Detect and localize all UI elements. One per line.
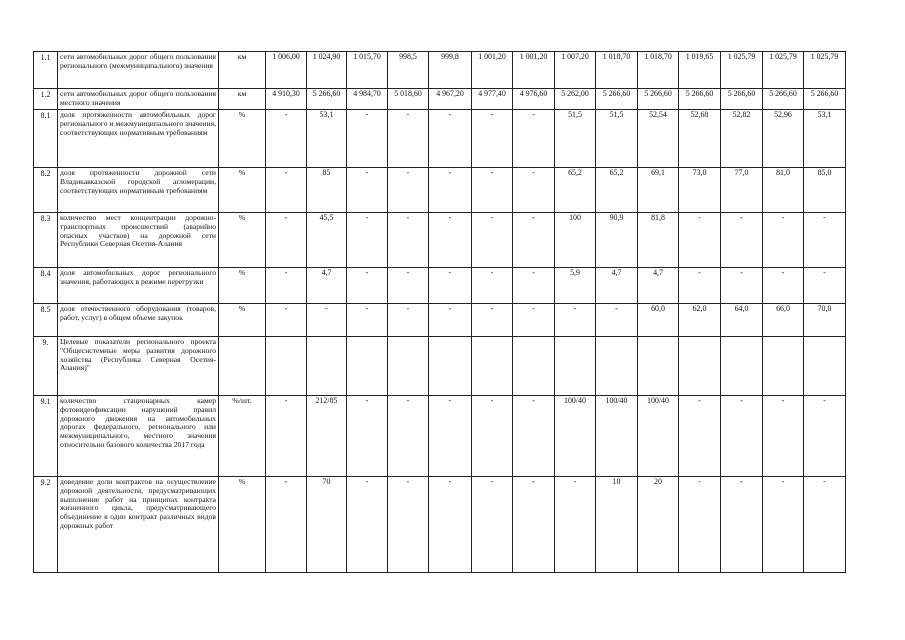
row-number: 8.4 [34, 268, 58, 304]
value-cell [266, 337, 307, 396]
value-cell: 4,7 [638, 268, 679, 304]
unit-cell: %/шт. [219, 396, 266, 477]
value-cell: - [472, 168, 513, 213]
value-cell: 4,7 [307, 268, 347, 304]
indicator-name: доля отечественного оборудования (товаров, работ, услуг) в общем объеме закупок [58, 304, 219, 337]
value-cell: 1 007,20 [555, 52, 596, 89]
value-cell: 53,1 [307, 110, 347, 168]
value-cell: 52,68 [679, 110, 721, 168]
value-cell: 1 019,65 [679, 52, 721, 89]
value-cell: 51,5 [596, 110, 638, 168]
row-number: 1.2 [34, 89, 58, 110]
table-row [34, 304, 846, 337]
table-row [34, 213, 846, 268]
value-cell: 5 266,60 [763, 89, 804, 110]
value-cell: - [679, 396, 721, 477]
value-cell: - [804, 213, 846, 268]
value-cell: 77,0 [721, 168, 763, 213]
value-cell: 45,5 [307, 213, 347, 268]
value-cell: - [388, 168, 429, 213]
value-cell: - [472, 396, 513, 477]
value-cell: - [347, 213, 388, 268]
value-cell: 52,96 [763, 110, 804, 168]
indicator-name: количество мест концентрации дорожно-транспортных происшествий (аварийно опасных участков) на дорожной сети Республики Северная Осетия-Алания [58, 213, 219, 268]
value-cell [679, 337, 721, 396]
table-row [34, 110, 846, 168]
value-cell: - [679, 213, 721, 268]
value-cell: - [513, 213, 555, 268]
value-cell: 1 018,70 [638, 52, 679, 89]
value-cell: - [804, 477, 846, 573]
value-cell: - [266, 110, 307, 168]
value-cell: 85 [307, 168, 347, 213]
value-cell: 73,0 [679, 168, 721, 213]
value-cell: 100/40 [638, 396, 679, 477]
value-cell: 62,0 [679, 304, 721, 337]
value-cell [721, 337, 763, 396]
indicators-table [33, 51, 846, 573]
value-cell [638, 337, 679, 396]
indicator-name: Целевые показатели регионального проекта "Общесистемные меры развития дорожного хозяйства (Республика Северная Осетия-Алания)" [58, 337, 219, 396]
value-cell: 4 976,60 [513, 89, 555, 110]
value-cell: 5 266,60 [804, 89, 846, 110]
row-number: 8.1 [34, 110, 58, 168]
unit-cell [219, 337, 266, 396]
value-cell: 100/40 [596, 396, 638, 477]
unit-cell: % [219, 213, 266, 268]
value-cell: 64,0 [721, 304, 763, 337]
value-cell: 5,9 [555, 268, 596, 304]
value-cell: - [513, 110, 555, 168]
value-cell: - [721, 396, 763, 477]
row-number: 9.1 [34, 396, 58, 477]
row-number: 1.1 [34, 52, 58, 89]
value-cell: 20 [638, 477, 679, 573]
value-cell: 1 025,79 [721, 52, 763, 89]
value-cell: 999,8 [429, 52, 472, 89]
value-cell: 1 018,70 [596, 52, 638, 89]
value-cell: 5 266,60 [638, 89, 679, 110]
value-cell: - [472, 477, 513, 573]
value-cell: 4 967,20 [429, 89, 472, 110]
value-cell: - [388, 396, 429, 477]
indicator-name: доведение доли контрактов на осуществление дорожной деятельности, предусматривающих выполнение работ на принципах контракта жизненного цикла, предусматривающего объединение в один контракт различных видов дорожных работ [58, 477, 219, 573]
indicator-name: количество стационарных камер фотовидеофиксации нарушений правил дорожного движения на автомобильных дорогах федерального, регионального или межмуниципального, местного значения относительно базового количества 2017 года [58, 396, 219, 477]
value-cell: - [472, 304, 513, 337]
value-cell: - [307, 304, 347, 337]
value-cell [596, 337, 638, 396]
unit-cell: км [219, 89, 266, 110]
value-cell: 70 [307, 477, 347, 573]
value-cell: 69,1 [638, 168, 679, 213]
value-cell: 65,2 [596, 168, 638, 213]
value-cell: 5 266,60 [307, 89, 347, 110]
value-cell: - [347, 304, 388, 337]
value-cell: 1 001,20 [472, 52, 513, 89]
value-cell: 1 025,79 [804, 52, 846, 89]
value-cell: 52,54 [638, 110, 679, 168]
unit-cell: % [219, 168, 266, 213]
value-cell: 1 024,90 [307, 52, 347, 89]
value-cell: 5 262,00 [555, 89, 596, 110]
value-cell [347, 337, 388, 396]
indicator-name: доля протяженности дорожной сети Владикавказской городской агломерации, соответствующих нормативным требованиям [58, 168, 219, 213]
value-cell: - [388, 213, 429, 268]
indicator-name: доля автомобильных дорог регионального значения, работающих в режиме перегрузки [58, 268, 219, 304]
unit-cell: % [219, 477, 266, 573]
value-cell [804, 337, 846, 396]
value-cell: - [763, 396, 804, 477]
value-cell [513, 337, 555, 396]
value-cell: - [763, 268, 804, 304]
value-cell: - [347, 110, 388, 168]
value-cell: 52,82 [721, 110, 763, 168]
value-cell: - [763, 213, 804, 268]
value-cell [555, 337, 596, 396]
value-cell: 1 015,70 [347, 52, 388, 89]
value-cell: - [513, 477, 555, 573]
value-cell: 4 910,30 [266, 89, 307, 110]
indicator-name: сети автомобильных дорог общего пользования местного значения [58, 89, 219, 110]
value-cell: 53,1 [804, 110, 846, 168]
value-cell: - [679, 268, 721, 304]
table-row [34, 168, 846, 213]
value-cell [429, 337, 472, 396]
value-cell: - [388, 268, 429, 304]
value-cell: - [429, 168, 472, 213]
value-cell: 5 266,60 [721, 89, 763, 110]
value-cell: 5 266,60 [679, 89, 721, 110]
value-cell: - [429, 110, 472, 168]
value-cell: 1 001,20 [513, 52, 555, 89]
value-cell: - [472, 213, 513, 268]
value-cell: - [555, 304, 596, 337]
unit-cell: % [219, 268, 266, 304]
value-cell: 66,0 [763, 304, 804, 337]
value-cell: - [513, 268, 555, 304]
value-cell: - [266, 396, 307, 477]
table-row [34, 52, 846, 89]
value-cell: - [429, 477, 472, 573]
value-cell: 4 977,40 [472, 89, 513, 110]
value-cell: - [429, 304, 472, 337]
value-cell: 90,9 [596, 213, 638, 268]
value-cell: 1 025,79 [763, 52, 804, 89]
unit-cell: % [219, 110, 266, 168]
row-number: 8.3 [34, 213, 58, 268]
value-cell: 85,0 [804, 168, 846, 213]
value-cell: 81,8 [638, 213, 679, 268]
value-cell: - [429, 396, 472, 477]
value-cell: - [429, 268, 472, 304]
value-cell: 100/40 [555, 396, 596, 477]
unit-cell: км [219, 52, 266, 89]
value-cell [472, 337, 513, 396]
value-cell: 70,0 [804, 304, 846, 337]
value-cell: 4 984,70 [347, 89, 388, 110]
value-cell: - [721, 213, 763, 268]
value-cell: - [513, 304, 555, 337]
value-cell: - [266, 477, 307, 573]
value-cell: - [804, 268, 846, 304]
row-number: 9. [34, 337, 58, 396]
row-number: 8.5 [34, 304, 58, 337]
value-cell [388, 337, 429, 396]
value-cell: 10 [596, 477, 638, 573]
value-cell: - [388, 304, 429, 337]
value-cell: 998,5 [388, 52, 429, 89]
value-cell: - [472, 268, 513, 304]
value-cell: - [679, 477, 721, 573]
value-cell: 81,0 [763, 168, 804, 213]
value-cell: - [388, 110, 429, 168]
value-cell: - [804, 396, 846, 477]
table-row [34, 337, 846, 396]
value-cell: - [555, 477, 596, 573]
unit-cell: % [219, 304, 266, 337]
table-row [34, 268, 846, 304]
table-row [34, 89, 846, 110]
value-cell: - [721, 268, 763, 304]
value-cell: - [763, 477, 804, 573]
indicator-name: сети автомобильных дорог общего пользования регионального (межмуниципального) значения [58, 52, 219, 89]
row-number: 8.2 [34, 168, 58, 213]
value-cell: 5 266,60 [596, 89, 638, 110]
value-cell: 60,0 [638, 304, 679, 337]
value-cell: 100 [555, 213, 596, 268]
value-cell: - [472, 110, 513, 168]
table-row [34, 396, 846, 477]
value-cell: - [347, 168, 388, 213]
value-cell: - [266, 213, 307, 268]
value-cell: 5 018,60 [388, 89, 429, 110]
value-cell: - [513, 168, 555, 213]
value-cell: - [266, 304, 307, 337]
value-cell: 212/85 [307, 396, 347, 477]
value-cell: - [266, 168, 307, 213]
value-cell: 51,5 [555, 110, 596, 168]
value-cell: - [347, 396, 388, 477]
value-cell: 4,7 [596, 268, 638, 304]
value-cell: - [429, 213, 472, 268]
value-cell: 65,2 [555, 168, 596, 213]
value-cell: - [721, 477, 763, 573]
row-number: 9.2 [34, 477, 58, 573]
value-cell: - [596, 304, 638, 337]
value-cell: - [513, 396, 555, 477]
value-cell [763, 337, 804, 396]
value-cell: 1 006,00 [266, 52, 307, 89]
value-cell: - [388, 477, 429, 573]
indicator-name: доля протяженности автомобильных дорог регионального и межмуниципального значения, соответствующих нормативным требованиям [58, 110, 219, 168]
value-cell: - [347, 477, 388, 573]
value-cell: - [266, 268, 307, 304]
table-row [34, 477, 846, 573]
value-cell: - [347, 268, 388, 304]
value-cell [307, 337, 347, 396]
